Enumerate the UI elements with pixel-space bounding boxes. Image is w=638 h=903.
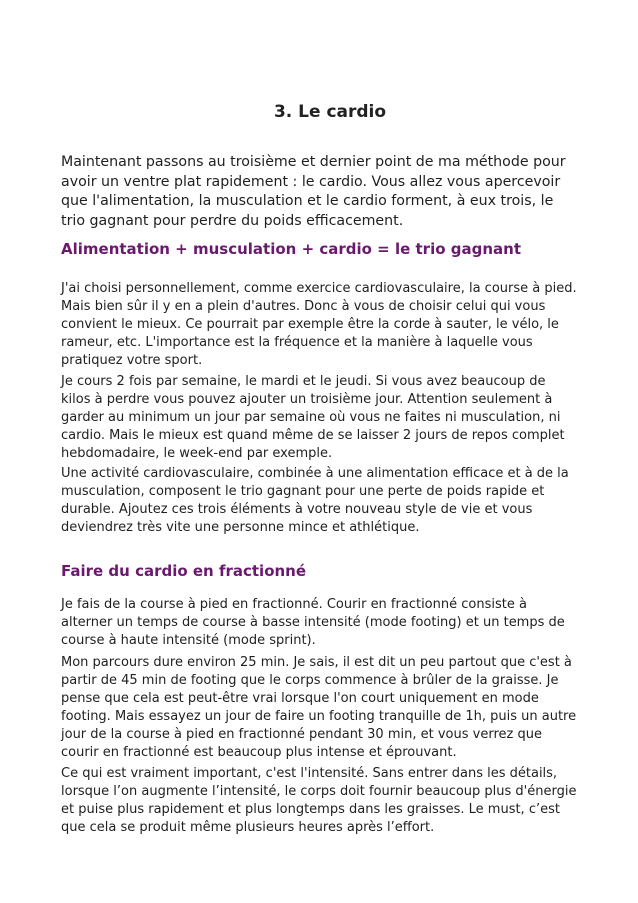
heading-trio-gagnant: Alimentation + musculation + cardio = le trio gagnant: [61, 240, 521, 258]
section-title: 3. Le cardio: [273, 102, 387, 122]
paragraph-intensite: Ce qui est vraiment important, c'est l'intensité. Sans entrer dans les détails, lorsque l’on augmente l’intensité, le corps doit fournir beaucoup plus d'énergie et puise plus rapidement et plus longtemps dans les graisses. Le must, c’est que cela se produit même plusieurs heures après l’effort.: [61, 766, 577, 836]
paragraph-parcours: Mon parcours dure environ 25 min. Je sais, il est dit un peu partout que c'est à partir de 45 min de footing que le corps commence à brûler de la graisse. Je pense que cela est peut-être vrai lorsque l'on court uniquement en mode footing. Mais essayez un jour de faire un footing tranquille de 1h, puis un autre jour de la course à pied en fractionné pendant 30 min, et vous verrez que courir en fractionné est beaucoup plus intense et éprouvant.: [61, 655, 577, 761]
paragraph-frequence: Je cours 2 fois par semaine, le mardi et le jeudi. Si vous avez beaucoup de kilos à perdre vous pouvez ajouter un troisième jour. Attention seulement à garder au minimum un jour par semaine où vous ne faites ni musculation, ni cardio. Mais le mieux est quand même de se laisser 2 jours de repos complet hebdomadaire, le week-end par exemple.: [61, 374, 565, 462]
intro-paragraph: Maintenant passons au troisième et dernier point de ma méthode pour avoir un ventre plat rapidement : le cardio. Vous allez vous apercevoir que l'alimentation, la musculation et le cardio forment, à eux trois, le trio gagnant pour perdre du poids efficacement.: [61, 154, 566, 229]
paragraph-trio: Une activité cardiovasculaire, combinée à une alimentation efficace et à de la musculation, composent le trio gagnant pour une perte de poids rapide et durable. Ajoutez ces trois éléments à votre nouveau style de vie et vous deviendrez très vite une personne mince et athlétique.: [61, 466, 569, 536]
heading-fractionne: Faire du cardio en fractionné: [61, 562, 307, 580]
paragraph-course-a-pied: J'ai choisi personnellement, comme exercice cardiovasculaire, la course à pied. Mais bien sûr il y en a plein d'autres. Donc à vous de choisir celui qui vous convient le mieux. Ce pourrait par exemple être la corde à sauter, le vélo, le rameur, etc. L'importance est la fréquence et la manière à laquelle vous pratiquez votre sport.: [61, 281, 577, 369]
paragraph-fractionne-definition: Je fais de la course à pied en fractionné. Courir en fractionné consiste à alterner un temps de course à basse intensité (mode footing) et un temps de course à haute intensité (mode sprint).: [61, 597, 565, 649]
